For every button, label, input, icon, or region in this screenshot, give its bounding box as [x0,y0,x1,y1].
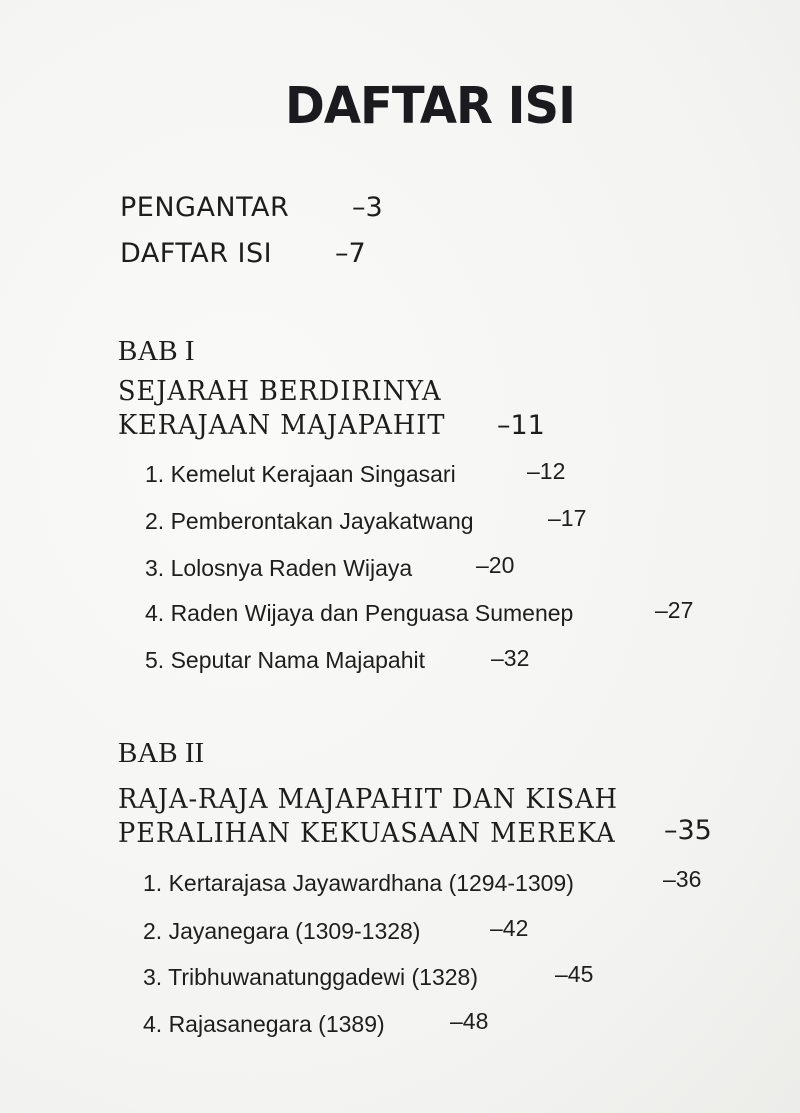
toc-item-text: 3. Lolosnya Raden Wijaya [145,555,413,581]
toc-item-page: –36 [663,866,702,892]
toc-entry-page: –7 [335,238,366,269]
toc-item-page: –17 [548,505,587,531]
toc-entry-label: DAFTAR ISI [120,238,273,269]
chapter-title: KERAJAAN MAJAPAHIT [118,410,446,441]
toc-item-page: –42 [490,915,529,941]
chapter-page: –11 [497,410,545,441]
toc-entry-page: –3 [352,192,383,223]
toc-item-page: –27 [655,597,694,623]
toc-item-text: 1. Kemelut Kerajaan Singasari [145,461,456,487]
toc-item-page: –45 [555,961,594,987]
chapter-label: BAB I [118,335,195,367]
chapter-page: –35 [664,815,712,846]
chapter-title: SEJARAH BERDIRINYA [118,376,442,407]
toc-item-text: 1. Kertarajasa Jayawardhana (1294-1309) [143,870,574,896]
toc-item-page: –12 [527,458,566,484]
toc-item-page: –48 [450,1008,489,1034]
toc-item-text: 2. Jayanegara (1309-1328) [143,918,421,944]
toc-item-page: –32 [491,645,530,671]
toc-item-text: 5. Seputar Nama Majapahit [145,647,425,673]
chapter-title: PERALIHAN KEKUASAAN MEREKA [118,818,616,849]
toc-item-text: 3. Tribhuwanatunggadewi (1328) [143,964,479,990]
chapter-label: BAB II [118,737,205,769]
toc-item-text: 4. Rajasanegara (1389) [143,1011,385,1037]
toc-item-text: 2. Pemberontakan Jayakatwang [145,508,474,534]
page-title: DAFTAR ISI [285,76,575,136]
toc-item-text: 4. Raden Wijaya dan Penguasa Sumenep [145,600,574,626]
toc-item-page: –20 [476,552,515,578]
toc-entry-label: PENGANTAR [120,192,290,223]
chapter-title: RAJA-RAJA MAJAPAHIT DAN KISAH [118,784,618,815]
